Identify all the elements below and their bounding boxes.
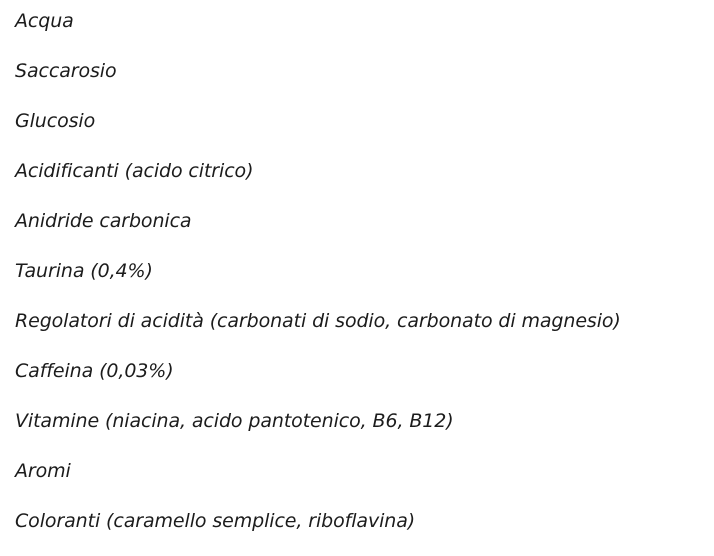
ingredient-item: Caffeina (0,03%) [15,360,174,382]
ingredient-item: Coloranti (caramello semplice, riboflavina) [15,510,416,532]
ingredient-item: Vitamine (niacina, acido pantotenico, B6, B12) [15,410,454,432]
ingredient-list [15,6,710,556]
ingredient-item: Taurina (0,4%) [15,260,153,282]
ingredient-item: Glucosio [15,110,96,132]
ingredient-item: Regolatori di acidità (carbonati di sodio, carbonato di magnesio) [15,310,621,332]
ingredient-item: Saccarosio [15,60,117,82]
ingredient-item: Anidride carbonica [15,210,192,232]
ingredient-item: Acqua [15,10,74,32]
ingredient-item: Acidificanti (acido citrico) [15,160,254,182]
ingredient-item: Aromi [15,460,71,482]
